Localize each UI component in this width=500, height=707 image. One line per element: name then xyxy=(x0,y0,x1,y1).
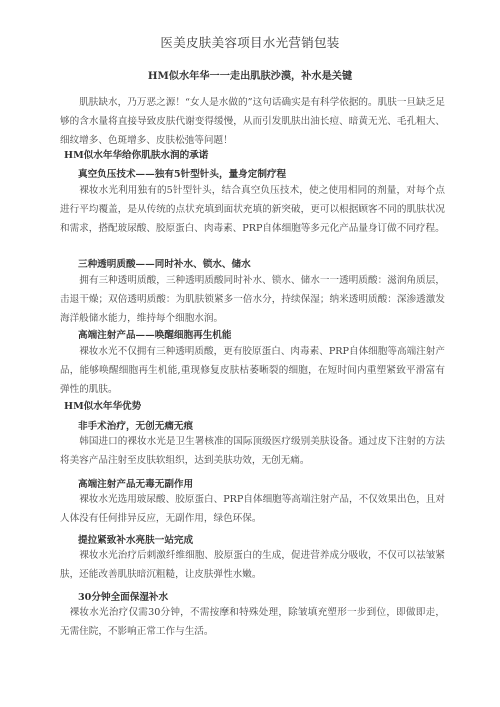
paragraph-vacuum-tech: 裸妆水光利用独有的5针型针头，结合真空负压技术，使之使用相同的剂量，对每个点进行平均覆盖，是从传统的点状充填到面状充填的新突破，更可以根据顾客不同的肌肤状况和需求，搭配玻尿酸、胶原蛋白、肉毒素、PRP自体细胞等多元化产品量身订做不同疗程。 xyxy=(60,185,445,235)
subheading-hyaluronic: 三种透明质酸——同时补水、锁水、储水 xyxy=(78,259,251,270)
paragraph-no-side-effects: 裸妆水光选用玻尿酸、胶原蛋白、PRP自体细胞等高端注射产品，不仅效果出色，且对人体没有任何排异反应，无副作用，绿色环保。 xyxy=(60,494,445,525)
subheading-no-side-effects: 高端注射产品无毒无副作用 xyxy=(78,479,194,490)
subheading-vacuum-tech: 真空负压技术——独有5针型针头，量身定制疗程 xyxy=(78,169,287,180)
document-subtitle: HM似水年华一一走出肌肤沙漠，补水是关键 xyxy=(147,70,353,82)
paragraph-injection: 裸妆水光不仅拥有三种透明质酸，更有胶原蛋白、肉毒素、PRP自体细胞等高端注射产品，能够唤醒细胞再生机能,重现修复皮肤枯萎晰裂的细胞，在短时间内重塑紧致平滑富有弹性的肌肤。 xyxy=(60,346,445,396)
paragraph-30-minutes: 裸妆水光治疗仅需30分钟，不需按摩和特殊处理，除皱填充塑形一步到位，即做即走，无需住院，不影响正常工作与生活。 xyxy=(60,607,445,638)
subheading-30-minutes: 30分钟全面保湿补水 xyxy=(78,592,169,603)
subheading-injection: 高端注射产品——唤醒细胞再生机能 xyxy=(78,330,232,341)
document-title: 医美皮肤美容项目水光营销包装 xyxy=(160,35,340,50)
subheading-lifting: 提拉紧致补水亮肤一站完成 xyxy=(78,535,194,546)
paragraph-lifting: 裸妆水光治疗后刺激纤维细胞、胶原蛋白的生成，促进营养成分吸收，不仅可以祛皱紧肤，还能改善肌肤暗沉粗糙，让皮肤弹性水嫩。 xyxy=(60,550,445,581)
section-heading-promise: HM似水年华给你肌肤水润的承诺 xyxy=(64,150,209,161)
paragraph-non-surgical: 韩国进口的裸妆水光是卫生署核准的国际顶级医疗级别美肤设备。通过皮下注射的方法将美容产品注射至皮肤软组织，达到美肤功效，无创无痛。 xyxy=(60,436,445,467)
subheading-non-surgical: 非手术治疗，无创无痛无痕 xyxy=(78,421,194,432)
section-heading-advantages: HM似水年华优势 xyxy=(64,401,142,412)
paragraph-hyaluronic: 拥有三种透明质酸，三种透明质酸同时补水、锁水、储水一一透明质酸：滋润角质层，击退干燥；双倍透明质酸：为肌肤锁紧多一倍水分，持续保湿；纳米透明质酸：深渗透激发海洋般储水能力，维持每个细胞水润。 xyxy=(60,275,445,325)
intro-paragraph: 肌肤缺水，乃万恶之源！“女人是水做的”这句话确实是有科学依据的。肌肤一旦缺乏足够的含水量将直接导致皮肤代谢变得缓慢，从而引发肌肤出油长痘、暗黄无光、毛孔粗大、细纹增多、色斑增多、皮肤松弛等问题！ xyxy=(60,97,445,147)
